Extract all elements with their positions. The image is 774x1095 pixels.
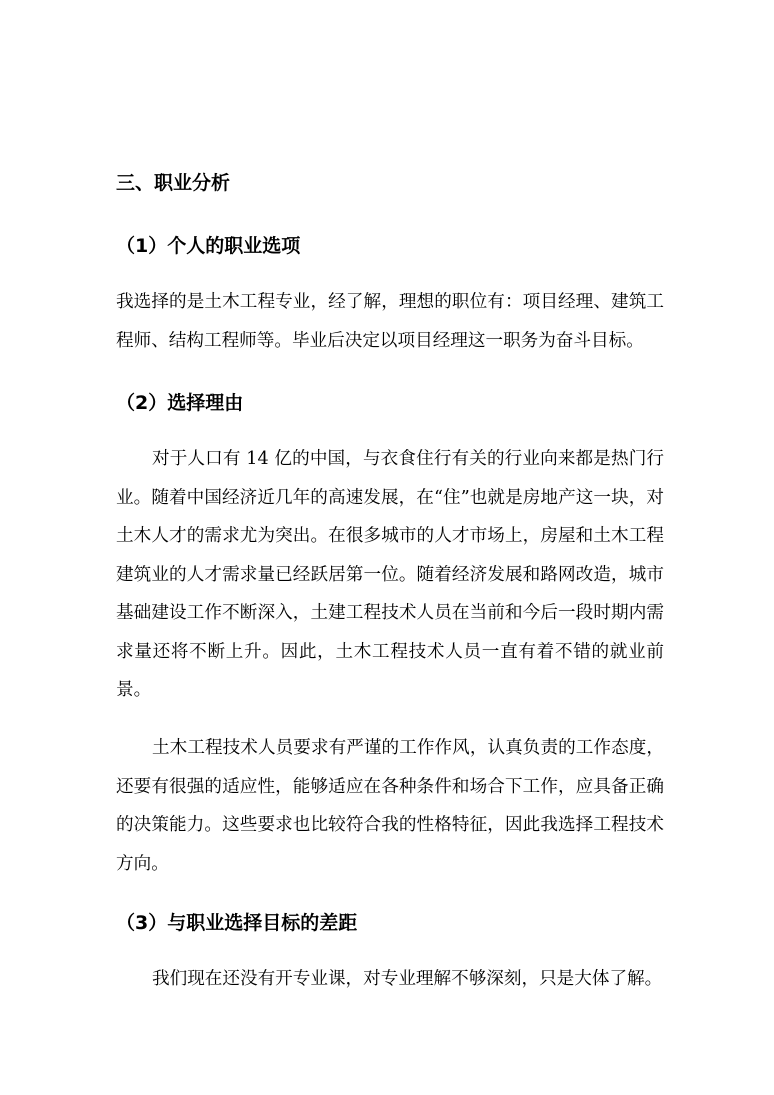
section-title: 三、职业分析 (116, 172, 231, 194)
paragraph-reasons-personality: 土木工程技术人员要求有严谨的工作作风，认真负责的工作态度，还要有很强的适应性，能够适应在各种条件和场合下工作，应具备正确的决策能力。这些要求也比较符合我的性格特征，因此我选择工程技术方向。 (116, 738, 664, 874)
paragraph-career-options: 我选择的是土木工程专业，经了解，理想的职位有：项目经理、建筑工程师、结构工程师等。毕业后决定以项目经理这一职务为奋斗目标。 (116, 292, 664, 351)
subsection-heading-gap: （3）与职业选择目标的差距 (116, 912, 358, 934)
subsection-heading-career-options: （1）个人的职业选项 (116, 235, 301, 257)
subsection-heading-reasons: （2）选择理由 (116, 392, 244, 414)
paragraph-gap: 我们现在还没有开专业课，对专业理解不够深刻，只是大体了解。 (152, 969, 663, 989)
paragraph-reasons-demand: 对于人口有 14 亿的中国，与衣食住行有关的行业向来都是热门行业。随着中国经济近几年的高速发展，在“住”也就是房地产这一块，对土木人才的需求尤为突出。在很多城市的人才市场上，房屋和土木工程建筑业的人才需求量已经跃居第一位。随着经济发展和路网改造，城市基础建设工作不断深入，土建工程技术人员在当前和今后一段时期内需求量还将不断上升。因此，土木工程技术人员一直有着不错的就业前景。 (116, 449, 664, 700)
